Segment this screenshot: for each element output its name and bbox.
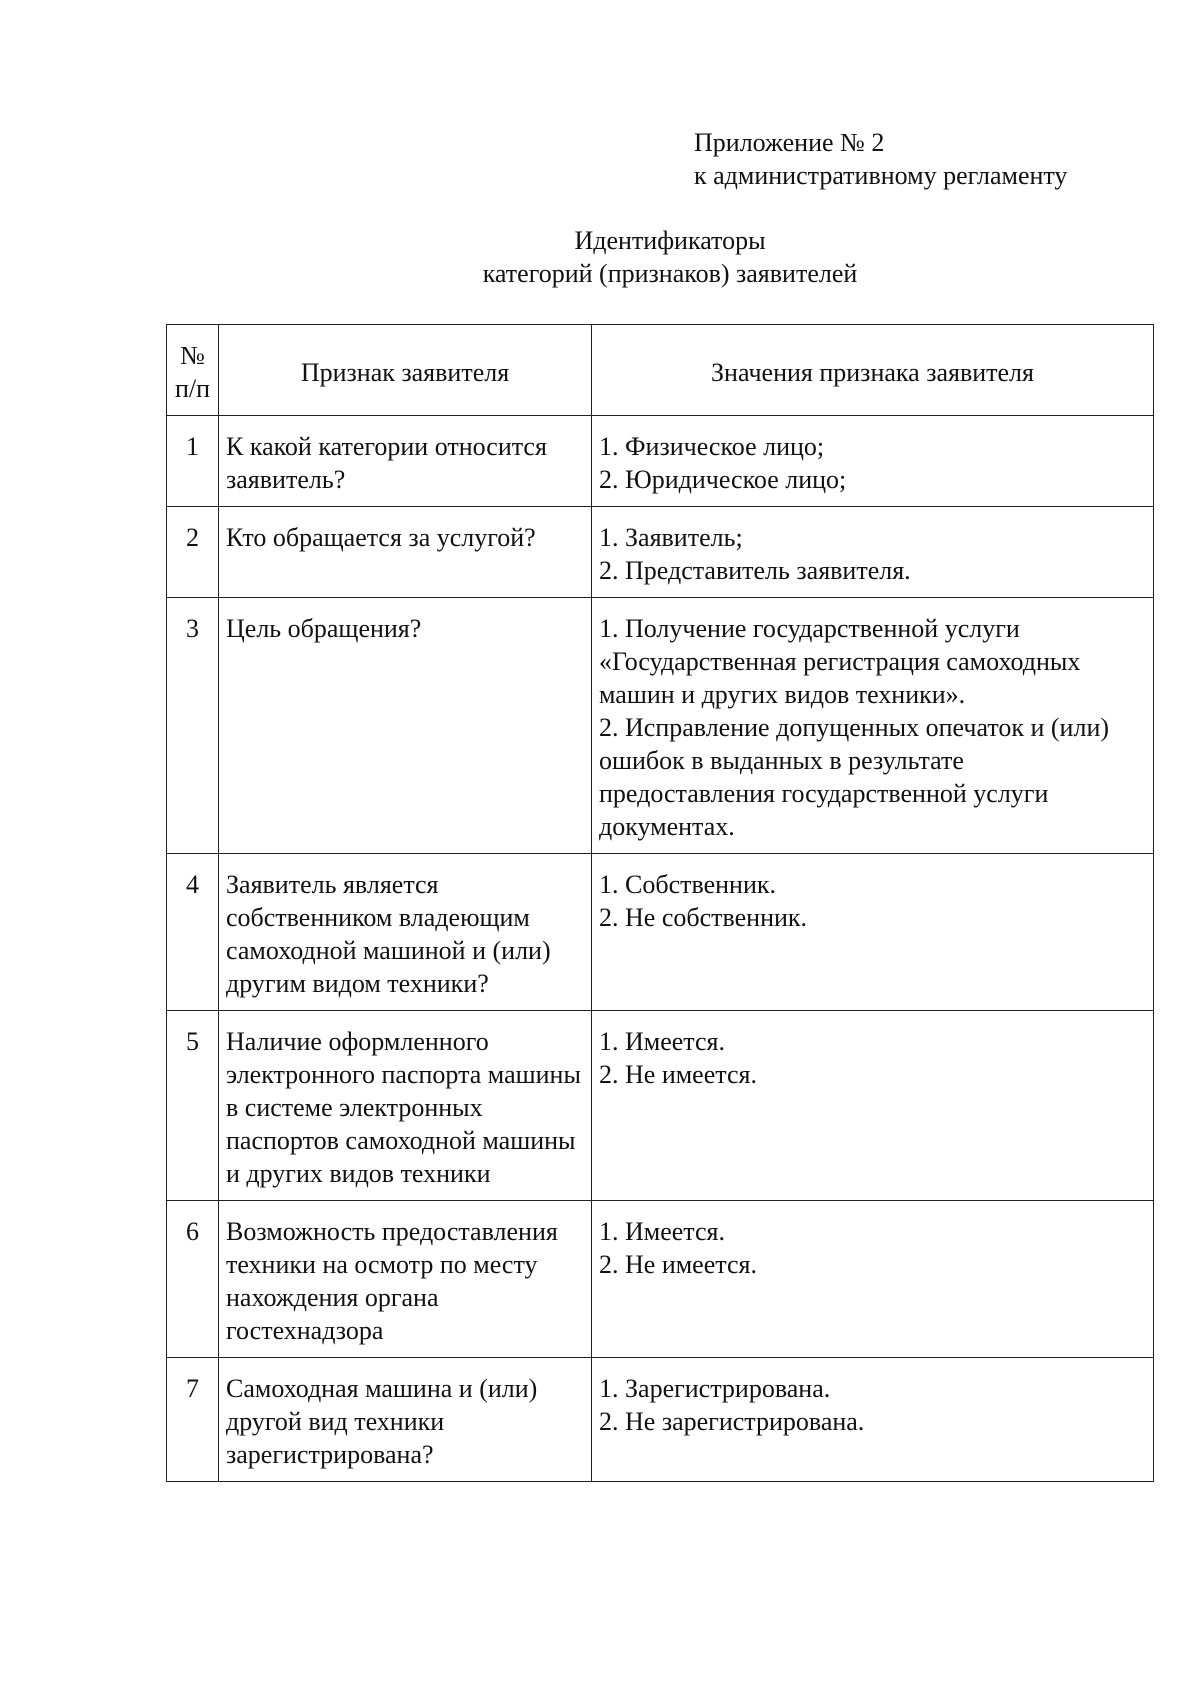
table-row	[167, 507, 1154, 598]
row-number: 2	[167, 507, 219, 598]
row-values	[592, 1358, 1154, 1482]
table-row	[167, 1201, 1154, 1358]
header-number-abbr: п/п	[174, 374, 211, 403]
value-item: 1. Заявитель;	[599, 523, 743, 552]
value-item: 2. Юридическое лицо;	[599, 465, 847, 494]
row-attribute: Заявитель является собственником владеющим самоходной машиной и (или) другим видом техники?	[219, 854, 592, 1011]
row-values	[592, 416, 1154, 507]
value-item: 2. Не имеется.	[599, 1060, 757, 1089]
value-item: 2. Не собственник.	[599, 903, 808, 932]
value-item: 1. Собственник.	[599, 870, 777, 899]
row-attribute: Цель обращения?	[219, 598, 592, 854]
row-number: 7	[167, 1358, 219, 1482]
header-attribute: Признак заявителя	[219, 325, 592, 416]
identifiers-table	[166, 324, 1154, 1482]
header-values: Значения признака заявителя	[592, 325, 1154, 416]
row-number: 4	[167, 854, 219, 1011]
value-item: 1. Имеется.	[599, 1027, 725, 1056]
row-values	[592, 1011, 1154, 1201]
table-row	[167, 1358, 1154, 1482]
appendix-reference: к административному регламенту	[694, 161, 1068, 190]
row-values	[592, 598, 1154, 854]
value-item: 2. Не имеется.	[599, 1250, 757, 1279]
appendix-caption	[694, 126, 1067, 192]
value-item: 1. Получение государственной услуги «Государственная регистрация самоходных машин и других видов техники».	[599, 614, 1081, 709]
row-number: 6	[167, 1201, 219, 1358]
value-item: 1. Зарегистрирована.	[599, 1374, 831, 1403]
header-number	[167, 325, 219, 416]
appendix-number: Приложение № 2	[694, 128, 885, 157]
table-header-row	[167, 325, 1154, 416]
document-title-line-2: категорий (признаков) заявителей	[482, 259, 858, 288]
value-item: 2. Исправление допущенных опечаток и (или) ошибок в выданных в результате предоставления государственной услуги документах.	[599, 713, 1110, 841]
row-attribute: Самоходная машина и (или) другой вид техники зарегистрирована?	[219, 1358, 592, 1482]
row-attribute: Кто обращается за услугой?	[219, 507, 592, 598]
document-title	[0, 224, 1200, 290]
row-number: 5	[167, 1011, 219, 1201]
row-values	[592, 507, 1154, 598]
row-values	[592, 1201, 1154, 1358]
row-number: 1	[167, 416, 219, 507]
value-item: 1. Физическое лицо;	[599, 432, 825, 461]
value-item: 2. Не зарегистрирована.	[599, 1407, 865, 1436]
row-attribute: Наличие оформленного электронного паспорта машины в системе электронных паспортов самоходной машины и других видов техники	[219, 1011, 592, 1201]
table-row	[167, 854, 1154, 1011]
table-row	[167, 416, 1154, 507]
value-item: 1. Имеется.	[599, 1217, 725, 1246]
row-number: 3	[167, 598, 219, 854]
header-number-sign: №	[180, 341, 205, 370]
value-item: 2. Представитель заявителя.	[599, 556, 911, 585]
row-attribute: Возможность предоставления техники на осмотр по месту нахождения органа гостехнадзора	[219, 1201, 592, 1358]
document-title-line-1: Идентификаторы	[574, 226, 766, 255]
table-row	[167, 598, 1154, 854]
row-values	[592, 854, 1154, 1011]
row-attribute: К какой категории относится заявитель?	[219, 416, 592, 507]
table-row	[167, 1011, 1154, 1201]
